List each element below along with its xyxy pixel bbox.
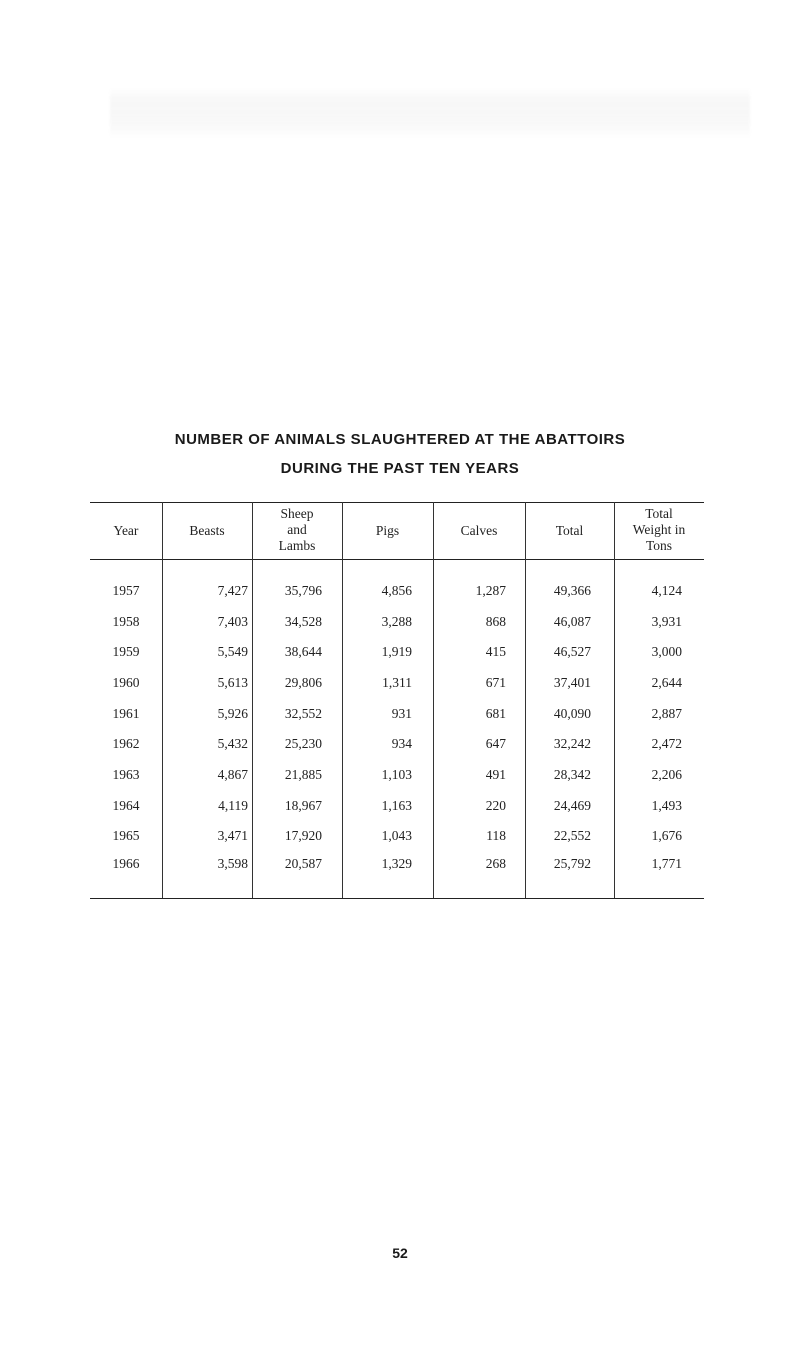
cell-pigs: 1,043 <box>381 828 412 843</box>
cell-pigs: 1,311 <box>382 675 412 690</box>
cell-beasts: 7,403 <box>217 614 248 629</box>
header-calves <box>433 523 525 539</box>
cell-total: 32,242 <box>553 736 591 751</box>
header-bottom-rule <box>90 559 704 560</box>
cell-year: 1966 <box>112 856 140 871</box>
cell-sheep: 21,885 <box>284 767 322 782</box>
cell-total: 25,792 <box>553 856 591 871</box>
cell-calves: 868 <box>485 614 506 629</box>
header-weight-line-1: Total <box>645 506 673 521</box>
cell-year: 1965 <box>112 828 140 843</box>
cell-year: 1962 <box>112 736 140 751</box>
table-row <box>90 827 704 845</box>
header-weight-line-2: Weight in <box>632 522 686 537</box>
cell-weight: 4,124 <box>651 583 682 598</box>
header-sheep <box>252 506 342 554</box>
cell-sheep: 29,806 <box>284 675 322 690</box>
header-sheep-line-2: and <box>287 522 307 537</box>
table-row <box>90 855 704 873</box>
header-sheep-line-3: Lambs <box>278 538 316 553</box>
header-sheep-line-1: Sheep <box>280 506 314 521</box>
cell-year: 1957 <box>112 583 140 598</box>
show-through-bleed <box>110 88 750 138</box>
cell-pigs: 934 <box>391 736 412 751</box>
header-total-text: Total <box>555 523 584 538</box>
table-row <box>90 735 704 753</box>
cell-weight: 2,887 <box>651 706 682 721</box>
cell-pigs: 3,288 <box>381 614 412 629</box>
cell-sheep: 38,644 <box>284 644 322 659</box>
table-row <box>90 582 704 600</box>
table-title-line-2: DURING THE PAST TEN YEARS <box>280 460 520 477</box>
cell-calves: 491 <box>485 767 506 782</box>
cell-calves: 647 <box>485 736 506 751</box>
cell-sheep: 25,230 <box>284 736 322 751</box>
cell-beasts: 4,867 <box>217 767 248 782</box>
header-pigs-text: Pigs <box>375 523 400 538</box>
header-year-text: Year <box>113 523 139 538</box>
cell-sheep: 18,967 <box>284 798 322 813</box>
cell-beasts: 3,598 <box>217 856 248 871</box>
cell-year: 1959 <box>112 644 140 659</box>
cell-year: 1961 <box>112 706 140 721</box>
cell-weight: 3,931 <box>651 614 682 629</box>
header-year <box>90 523 162 539</box>
cell-beasts: 5,926 <box>217 706 248 721</box>
cell-total: 24,469 <box>553 798 591 813</box>
cell-sheep: 34,528 <box>284 614 322 629</box>
table-row <box>90 705 704 723</box>
cell-pigs: 1,329 <box>381 856 412 871</box>
cell-calves: 415 <box>485 644 506 659</box>
cell-calves: 671 <box>485 675 506 690</box>
page-number: 52 <box>392 1245 408 1261</box>
table-title-line-1: NUMBER OF ANIMALS SLAUGHTERED AT THE ABATTOIRS <box>174 431 626 448</box>
table-row <box>90 674 704 692</box>
table-row <box>90 797 704 815</box>
table-bottom-rule <box>90 898 704 899</box>
cell-total: 22,552 <box>553 828 591 843</box>
cell-calves: 681 <box>485 706 506 721</box>
cell-weight: 1,493 <box>651 798 682 813</box>
cell-calves: 1,287 <box>475 583 506 598</box>
cell-pigs: 931 <box>391 706 412 721</box>
cell-pigs: 1,919 <box>381 644 412 659</box>
cell-year: 1964 <box>112 798 140 813</box>
header-weight <box>614 506 704 554</box>
cell-pigs: 4,856 <box>381 583 412 598</box>
cell-calves: 220 <box>485 798 506 813</box>
cell-beasts: 5,613 <box>217 675 248 690</box>
cell-year: 1960 <box>112 675 140 690</box>
header-weight-line-3: Tons <box>645 538 673 553</box>
cell-total: 28,342 <box>553 767 591 782</box>
cell-beasts: 5,432 <box>217 736 248 751</box>
cell-calves: 118 <box>486 828 506 843</box>
cell-sheep: 17,920 <box>284 828 322 843</box>
cell-beasts: 4,119 <box>218 798 248 813</box>
cell-weight: 1,771 <box>651 856 682 871</box>
cell-beasts: 5,549 <box>217 644 248 659</box>
cell-sheep: 20,587 <box>284 856 322 871</box>
header-beasts-text: Beasts <box>189 523 225 538</box>
cell-year: 1963 <box>112 767 140 782</box>
cell-total: 46,087 <box>553 614 591 629</box>
table-row <box>90 613 704 631</box>
cell-sheep: 32,552 <box>284 706 322 721</box>
header-total <box>525 523 614 539</box>
header-calves-text: Calves <box>460 523 498 538</box>
cell-total: 49,366 <box>553 583 591 598</box>
header-beasts <box>162 523 252 539</box>
header-pigs <box>342 523 433 539</box>
cell-calves: 268 <box>485 856 506 871</box>
cell-total: 37,401 <box>553 675 591 690</box>
cell-beasts: 7,427 <box>217 583 248 598</box>
table-top-rule <box>90 502 704 503</box>
cell-weight: 2,472 <box>651 736 682 751</box>
table-row <box>90 643 704 661</box>
cell-weight: 2,206 <box>651 767 682 782</box>
cell-beasts: 3,471 <box>217 828 248 843</box>
cell-total: 40,090 <box>553 706 591 721</box>
cell-year: 1958 <box>112 614 140 629</box>
cell-total: 46,527 <box>553 644 591 659</box>
cell-pigs: 1,163 <box>381 798 412 813</box>
cell-weight: 2,644 <box>651 675 682 690</box>
cell-weight: 1,676 <box>651 828 682 843</box>
cell-pigs: 1,103 <box>381 767 412 782</box>
cell-sheep: 35,796 <box>284 583 322 598</box>
cell-weight: 3,000 <box>651 644 682 659</box>
table-row <box>90 766 704 784</box>
